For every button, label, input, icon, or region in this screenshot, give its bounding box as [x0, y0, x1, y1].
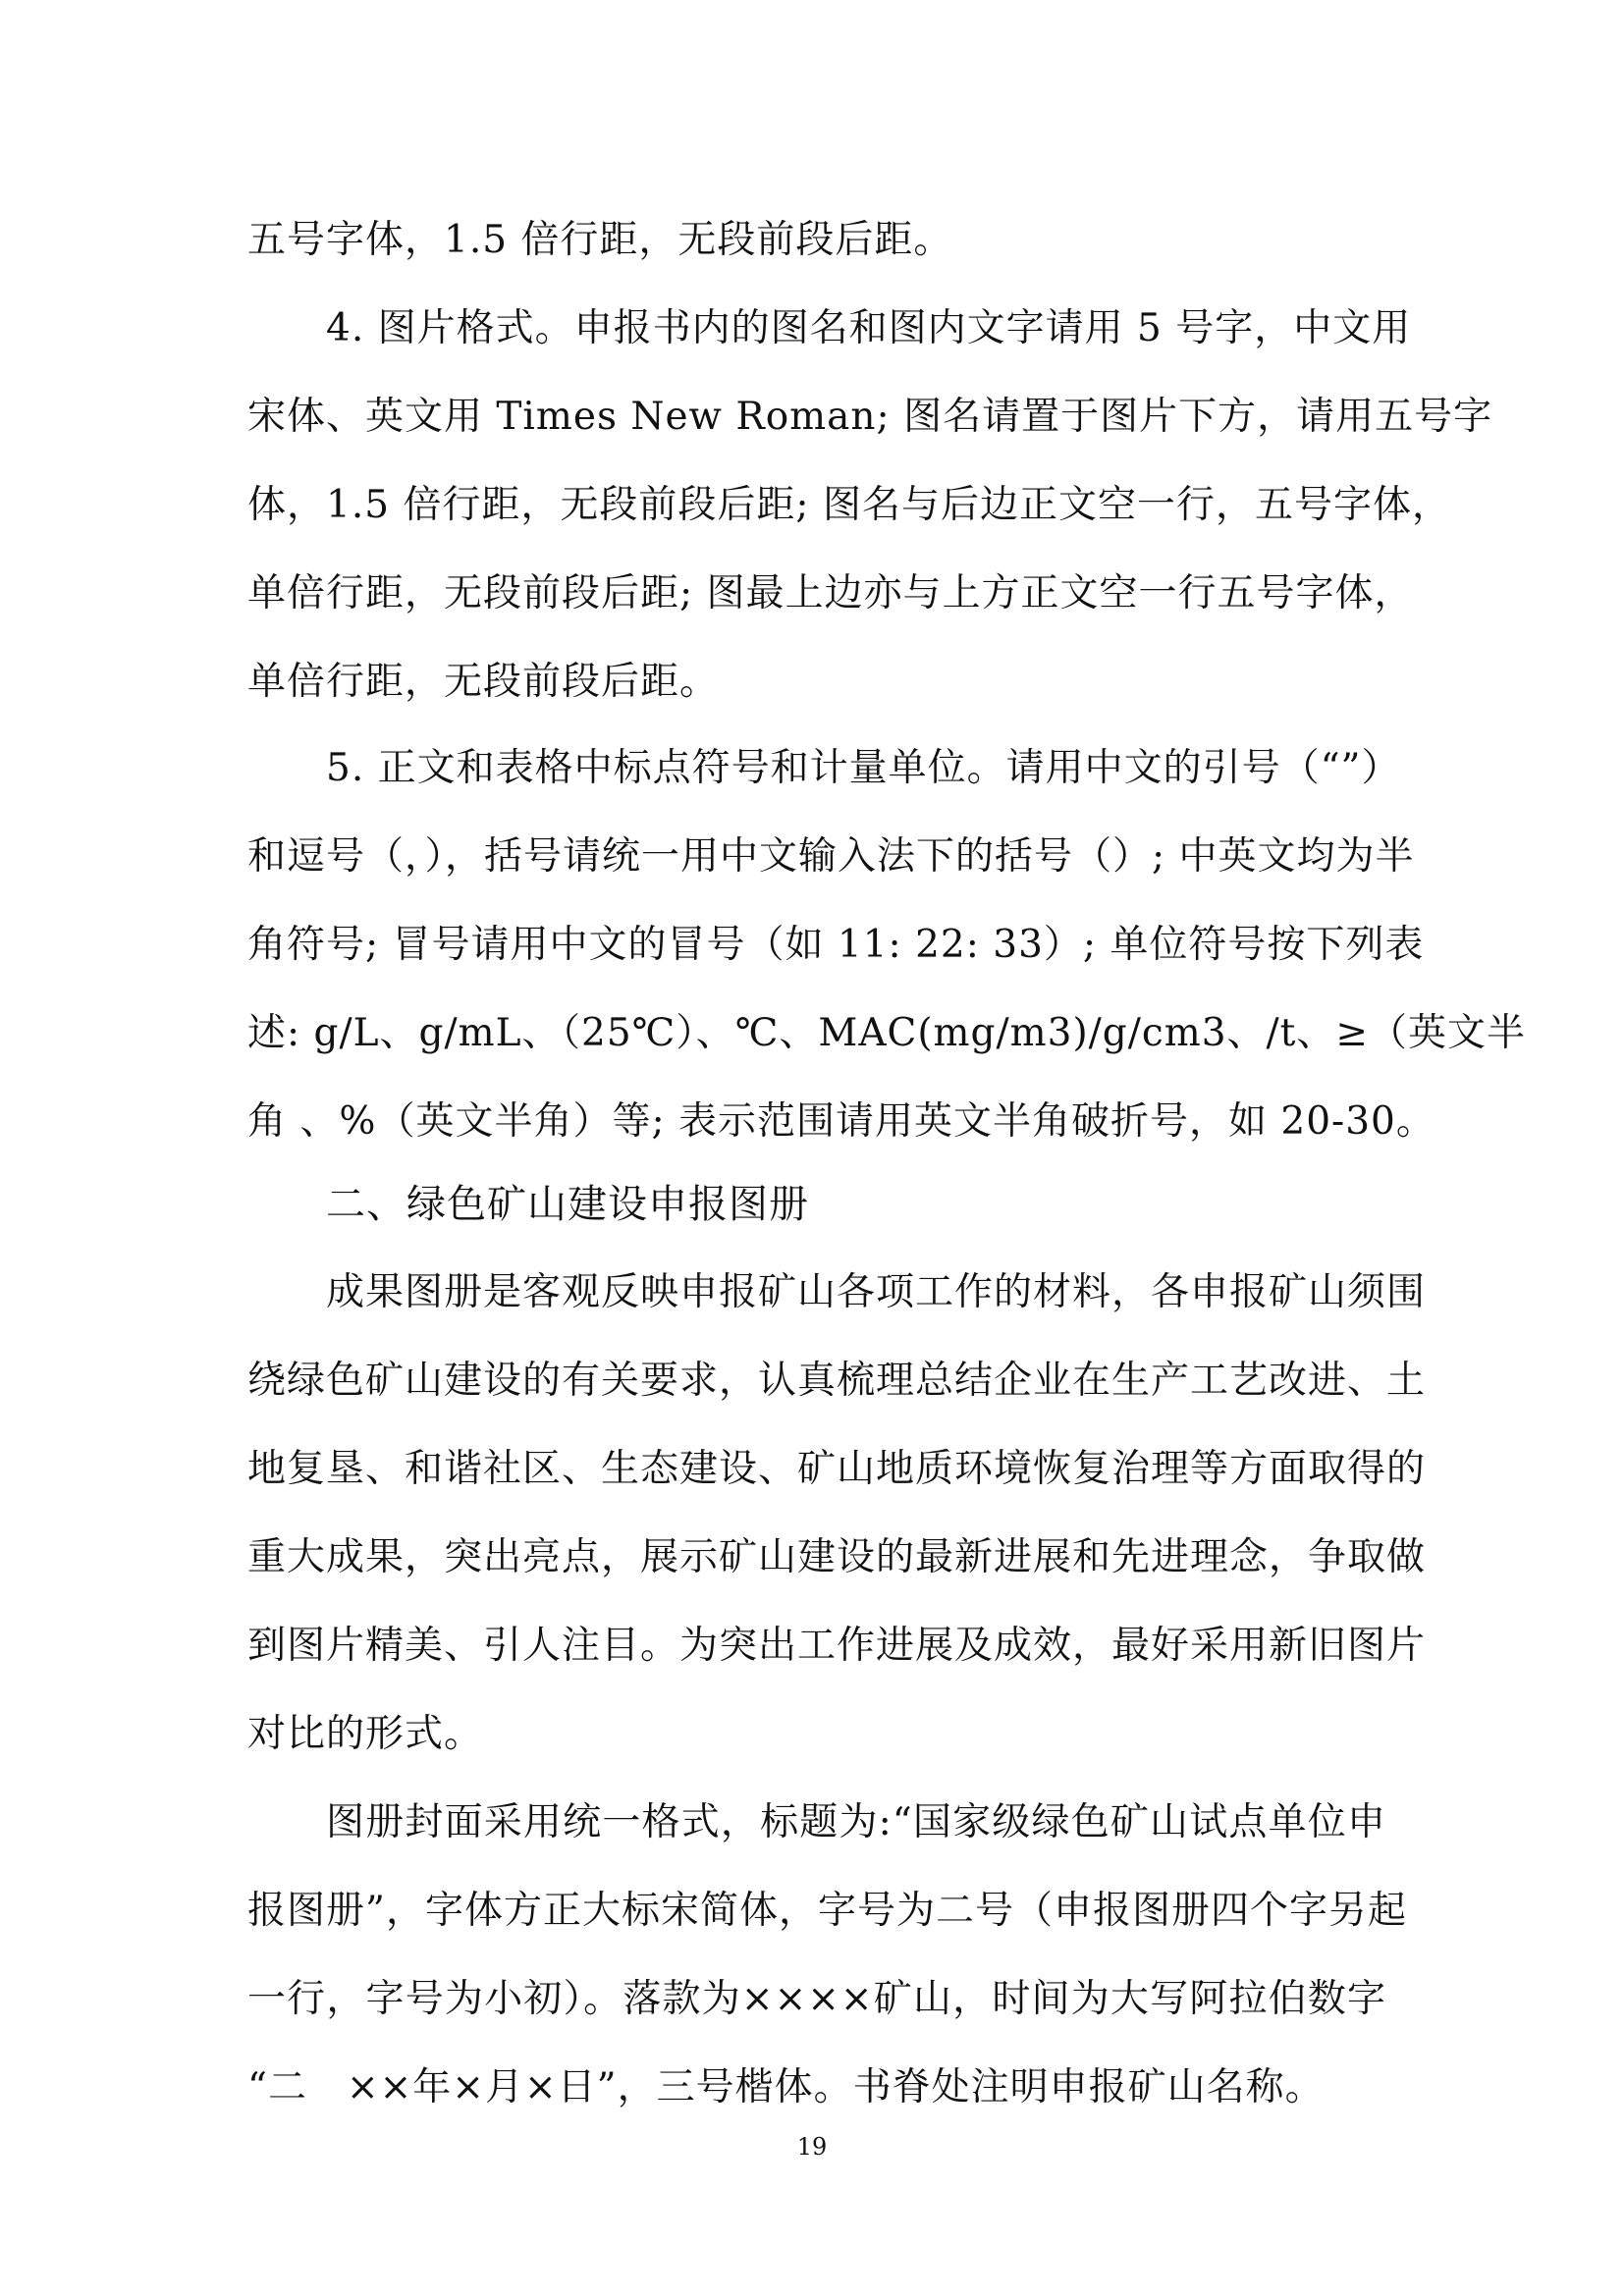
body-line: “二 ××年×月×日”，三号楷体。书脊处注明申报矿山名称。: [247, 2065, 1325, 2109]
body-line: 对比的形式。: [247, 1712, 484, 1756]
body-line: 述: g/L、g/mL、（25℃）、℃、MAC(mg/m3)/g/cm3、/t、≥（英文半: [247, 1011, 1527, 1055]
body-line: 重大成果，突出亮点，展示矿山建设的最新进展和先进理念，争取做: [247, 1535, 1427, 1579]
page-number: 19: [796, 2133, 828, 2161]
body-line: 角符号; 冒号请用中文的冒号（如 11: 22: 33）; 单位符号按下列表: [247, 923, 1425, 967]
body-line: 成果图册是客观反映申报矿山各项工作的材料，各申报矿山须围: [326, 1270, 1427, 1314]
body-line: 绕绿色矿山建设的有关要求，认真梳理总结企业在生产工艺改进、土: [247, 1359, 1427, 1403]
body-line: 一行，字号为小初）。落款为××××矿山，时间为大写阿拉伯数字: [247, 1977, 1386, 2021]
body-line: 单倍行距，无段前段后距; 图最上边亦与上方正文空一行五号字体，: [247, 571, 1414, 615]
body-line: 图册封面采用统一格式，标题为:“国家级绿色矿山试点单位申: [326, 1800, 1386, 1844]
body-line: 地复垦、和谐社区、生态建设、矿山地质环境恢复治理等方面取得的: [247, 1447, 1427, 1491]
body-line: 4. 图片格式。申报书内的图名和图内文字请用 5 号字，中文用: [326, 306, 1412, 350]
body-line: 5. 正文和表格中标点符号和计量单位。请用中文的引号（“”）: [326, 746, 1401, 790]
body-line: 宋体、英文用 Times New Roman; 图名请置于图片下方，请用五号字: [247, 395, 1493, 439]
body-line: 报图册”，字体方正大标宋简体，字号为二号（申报图册四个字另起: [247, 1889, 1407, 1933]
body-line: 角 、%（英文半角）等; 表示范围请用英文半角破折号，如 20-30。: [247, 1099, 1435, 1144]
body-line: 体，1.5 倍行距，无段前段后距; 图名与后边正文空一行，五号字体，: [247, 483, 1451, 527]
section-heading: 二、绿色矿山建设申报图册: [326, 1182, 809, 1227]
body-line: 和逗号（，），括号请统一用中文输入法下的括号（）; 中英文均为半: [247, 834, 1415, 879]
body-line: 五号字体，1.5 倍行距，无段前段后距。: [247, 218, 953, 262]
body-line: 单倍行距，无段前段后距。: [247, 660, 720, 704]
body-line: 到图片精美、引人注目。为突出工作进展及成效，最好采用新旧图片: [247, 1624, 1427, 1668]
